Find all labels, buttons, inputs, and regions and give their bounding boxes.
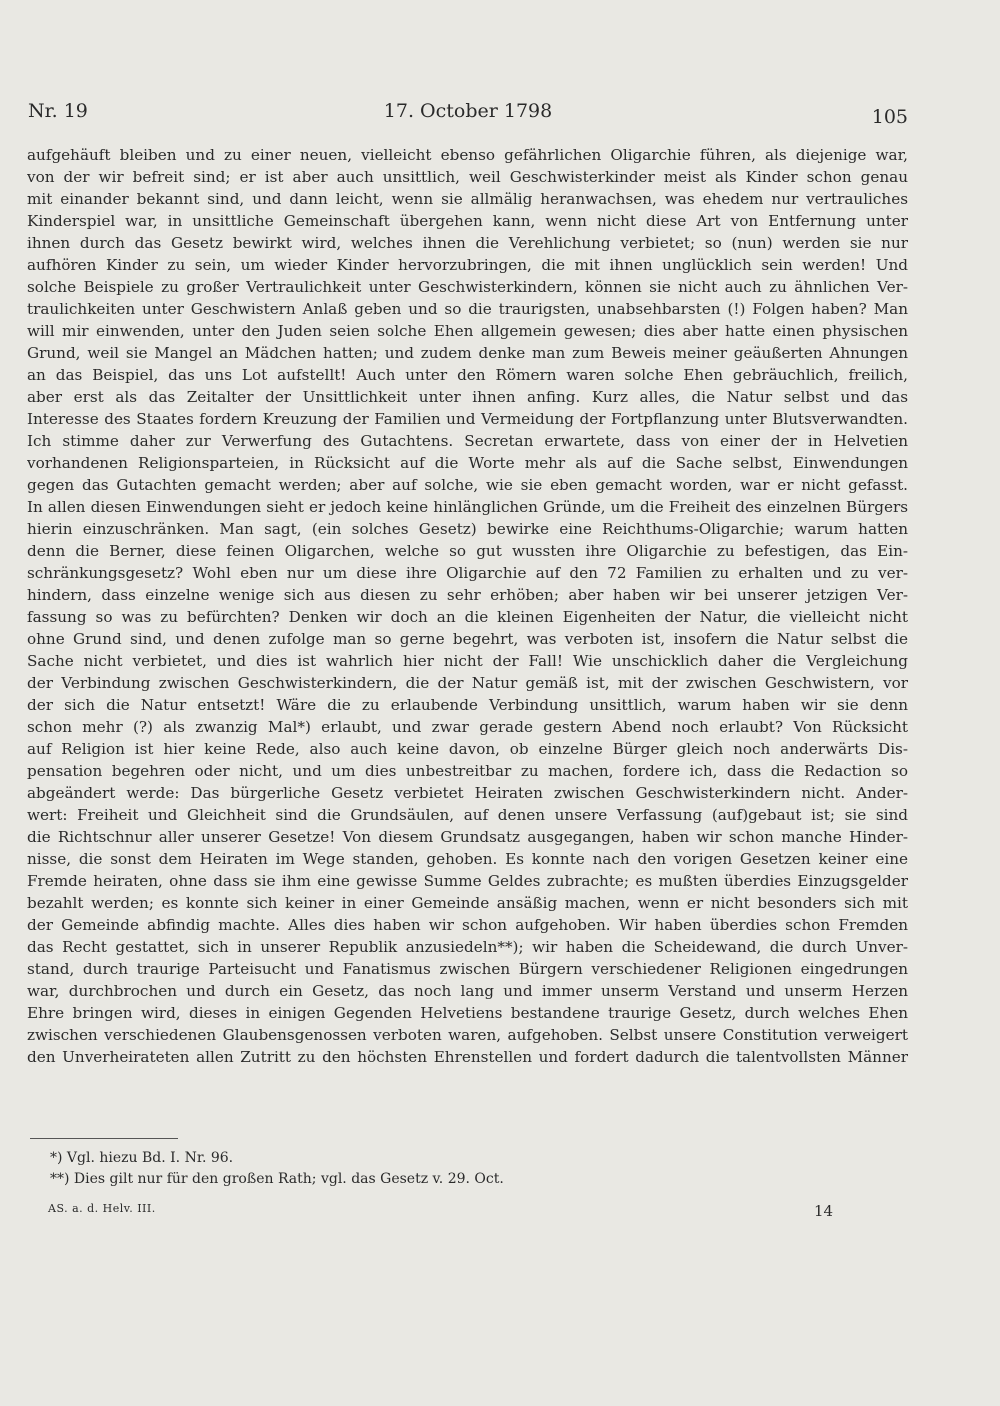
text-line: Grund, weil sie Mangel an Mädchen hatten; und zudem denke man zum Beweis meiner geäußerten Ahnungen <box>27 344 908 362</box>
text-line: schon mehr (?) als zwanzig Mal*) erlaubt, und zwar gerade gestern Abend noch erlaubt? Von Rücksicht <box>27 718 908 736</box>
text-line: gegen das Gutachten gemacht werden; aber auf solche, wie sie eben gemacht worden, war er nicht gefasst. <box>27 476 908 494</box>
text-line: solche Beispiele zu großer Vertraulichkeit unter Geschwisterkindern, können sie nicht auch zu ähnlichen Ver- <box>27 278 908 296</box>
text-line: die Richtschnur aller unserer Gesetze! Von diesem Grundsatz ausgegangen, haben wir schon manche Hinder- <box>27 828 908 846</box>
text-line: Ich stimme daher zur Verwerfung des Gutachtens. Secretan erwartete, dass von einer der in Helvetien <box>27 432 908 450</box>
text-line: Fremde heiraten, ohne dass sie ihm eine gewisse Summe Geldes zubrachte; es mußten überdies Einzugsgelder <box>27 872 908 890</box>
signature-mark: AS. a. d. Helv. III. <box>48 1202 156 1215</box>
text-line: Sache nicht verbietet, und dies ist wahrlich hier nicht der Fall! Wie unschicklich daher die Vergleichung <box>27 652 908 670</box>
sheet-number: 14 <box>814 1202 834 1220</box>
footnote-divider <box>30 1138 178 1139</box>
text-line: den Unverheirateten allen Zutritt zu den höchsten Ehrenstellen und fordert dadurch die talentvollsten Männer <box>27 1048 908 1066</box>
text-line: aufhören Kinder zu sein, um wieder Kinder hervorzubringen, die mit ihnen unglücklich sein werden! Und <box>27 256 908 274</box>
text-line: der sich die Natur entsetzt! Wäre die zu erlaubende Verbindung unsittlich, warum haben wir sie denn <box>27 696 908 714</box>
text-line: hindern, dass einzelne wenige sich aus diesen zu sehr erhöben; aber haben wir bei unserer jetzigen Ver- <box>27 586 908 604</box>
text-line: ohne Grund sind, und denen zufolge man so gerne begehrt, was verboten ist, insofern die Natur selbst die <box>27 630 908 648</box>
body-text <box>27 144 908 1068</box>
page-number: 105 <box>871 106 908 128</box>
text-line: pensation begehren oder nicht, und um dies unbestreitbar zu machen, fordere ich, dass die Redaction so <box>27 762 908 780</box>
text-line: hierin einzuschränken. Man sagt, (ein solches Gesetz) bewirke eine Reichthums-Oligarchie; warum hatten <box>27 520 908 538</box>
text-line: aufgehäuft bleiben und zu einer neuen, vielleicht ebenso gefährlichen Oligarchie führen, als diejenige war, <box>27 146 908 164</box>
text-line: aber erst als das Zeitalter der Unsittlichkeit unter ihnen anfing. Kurz alles, die Natur selbst und das <box>27 388 908 406</box>
text-line: Kinderspiel war, in unsittliche Gemeinschaft übergehen kann, wenn nicht diese Art von Entfernung unter <box>27 212 908 230</box>
text-line: vorhandenen Religionsparteien, in Rücksicht auf die Worte mehr als auf die Sache selbst, Einwendungen <box>27 454 908 472</box>
text-line: der Verbindung zwischen Geschwisterkindern, die der Natur gemäß ist, mit der zwischen Geschwistern, vor <box>27 674 908 692</box>
text-line: war, durchbrochen und durch ein Gesetz, das noch lang und immer unserm Verstand und unserm Herzen <box>27 982 908 1000</box>
text-line: nisse, die sonst dem Heiraten im Wege standen, gehoben. Es konnte nach den vorigen Gesetzen keiner eine <box>27 850 908 868</box>
page-header <box>28 100 908 130</box>
text-line: bezahlt werden; es konnte sich keiner in einer Gemeinde ansäßig machen, wenn er nicht besonders sich mit <box>27 894 908 912</box>
document-number: Nr. 19 <box>28 100 88 122</box>
text-line: Ehre bringen wird, dieses in einigen Gegenden Helvetiens bestandene traurige Gesetz, durch welches Ehen <box>27 1004 908 1022</box>
text-line: schränkungsgesetz? Wohl eben nur um diese ihre Oligarchie auf den 72 Familien zu erhalten und zu ver- <box>27 564 908 582</box>
footnote: *) Vgl. hiezu Bd. I. Nr. 96. <box>50 1150 234 1166</box>
text-line: wert: Freiheit und Gleichheit sind die Grundsäulen, auf denen unsere Verfassung (auf)gebaut ist; sie sind <box>27 806 908 824</box>
text-line: In allen diesen Einwendungen sieht er jedoch keine hinlänglichen Gründe, um die Freiheit des einzelnen Bürgers <box>27 498 908 516</box>
text-line: denn die Berner, diese feinen Oligarchen, welche so gut wussten ihre Oligarchie zu befestigen, das Ein- <box>27 542 908 560</box>
text-line: auf Religion ist hier keine Rede, also auch keine davon, ob einzelne Bürger gleich noch anderwärts Dis- <box>27 740 908 758</box>
text-line: abgeändert werde: Das bürgerliche Gesetz verbietet Heiraten zwischen Geschwisterkindern nicht. Ander- <box>27 784 908 802</box>
document-date: 17. October 1798 <box>383 100 553 122</box>
text-line: Interesse des Staates fordern Kreuzung der Familien und Vermeidung der Fortpflanzung unter Blutsverwandten. <box>27 410 908 428</box>
footnote: **) Dies gilt nur für den großen Rath; vgl. das Gesetz v. 29. Oct. <box>50 1171 504 1187</box>
text-line: mit einander bekannt sind, und dann leicht, wenn sie allmälig heranwachsen, was ehedem nur vertrauliches <box>27 190 908 208</box>
text-line: fassung so was zu befürchten? Denken wir doch an die kleinen Eigenheiten der Natur, die vielleicht nicht <box>27 608 908 626</box>
text-line: von der wir befreit sind; er ist aber auch unsittlich, weil Geschwisterkinder meist als Kinder schon genau <box>27 168 908 186</box>
text-line: zwischen verschiedenen Glaubensgenossen verboten waren, aufgehoben. Selbst unsere Constitution verweigert <box>27 1026 908 1044</box>
text-line: traulichkeiten unter Geschwistern Anlaß geben und so die traurigsten, unabsehbarsten (!) Folgen haben? Man <box>27 300 908 318</box>
text-line: an das Beispiel, das uns Lot aufstellt! Auch unter den Römern waren solche Ehen gebräuchlich, freilich, <box>27 366 908 384</box>
text-line: stand, durch traurige Parteisucht und Fanatismus zwischen Bürgern verschiedener Religionen eingedrungen <box>27 960 908 978</box>
text-line: das Recht gestattet, sich in unserer Republik anzusiedeln**); wir haben die Scheidewand, die durch Unver- <box>27 938 908 956</box>
text-line: will mir einwenden, unter den Juden seien solche Ehen allgemein gewesen; dies aber hatte einen physischen <box>27 322 908 340</box>
text-line: der Gemeinde abfindig machte. Alles dies haben wir schon aufgehoben. Wir haben überdies schon Fremden <box>27 916 908 934</box>
text-line: ihnen durch das Gesetz bewirkt wird, welches ihnen die Verehlichung verbietet; so (nun) werden sie nur <box>27 234 908 252</box>
footnotes <box>50 1148 750 1190</box>
